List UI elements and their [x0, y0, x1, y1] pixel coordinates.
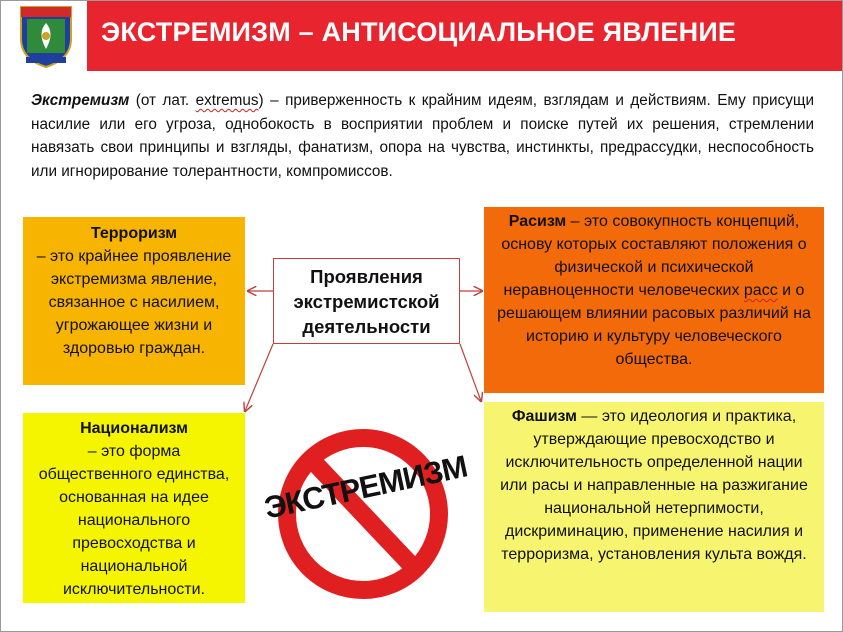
definition-text-a: (от лат. — [129, 92, 196, 109]
center-line-1: Проявления — [310, 266, 423, 287]
fascism-text: — это идеология и практика, утверждающие превосходство и исключительность определенной нации или расы и направленные на разжигание национальной нетерпимости, дискриминацию, применение насилия и терроризма, установления культа вождя. — [500, 408, 808, 563]
definition-latin-word: extremus — [195, 92, 259, 109]
racism-text-b: и о решающем влиянии расовых различий на историю и культуру человеческого общества. — [497, 282, 811, 368]
definition-term: Экстремизм — [31, 92, 130, 109]
racism-text-a: – это совокупность концепций, основу которых составляют положения о физической и психической неравноценности человеческих — [501, 213, 807, 299]
racism-title: Расизм — [508, 213, 567, 230]
fascism-title: Фашизм — [511, 408, 577, 425]
fascism-box — [484, 402, 824, 612]
nationalism-box — [23, 413, 245, 603]
terrorism-title: Терроризм — [90, 225, 178, 242]
header — [1, 1, 843, 71]
definition-paragraph — [31, 89, 814, 183]
nationalism-title: Национализм — [80, 420, 188, 437]
coat-of-arms-emblem — [13, 3, 79, 69]
center-manifestations-box — [273, 258, 460, 344]
arrow-to-fascism — [460, 344, 481, 401]
definition-text-b: ) – приверженность к крайним идеям, взглядам и действиям. Ему присущи насилие или его угроза, однобокость в восприятии проблем и поиске путей их решения, стремлении навязать свои принципы и взгляды, фанатизм, опора на чувства, инстинкты, предрассудки, неспособность или игнорирование толерантности, компромиссов. — [31, 92, 814, 180]
arrow-to-nationalism — [245, 344, 273, 411]
terrorism-box — [23, 217, 245, 385]
center-line-3: деятельности — [302, 316, 431, 337]
page-title: ЭКСТРЕМИЗМ – АНТИСОЦИАЛЬНОЕ ЯВЛЕНИЕ — [101, 17, 737, 47]
racism-box — [484, 207, 824, 393]
terrorism-text: – это крайнее проявление экстремизма явление, связанное с насилием, угрожающее жизни и здоровью граждан. — [36, 248, 232, 357]
prohibited-word: ЭКСТРЕМИЗМ — [261, 448, 470, 526]
nationalism-text: – это форма общественного единства, основанная на идее национального превосходства и национальной исключительности. — [38, 443, 230, 598]
racism-underlined-word: расс — [743, 282, 778, 299]
center-line-2: экстремистской — [293, 291, 440, 312]
